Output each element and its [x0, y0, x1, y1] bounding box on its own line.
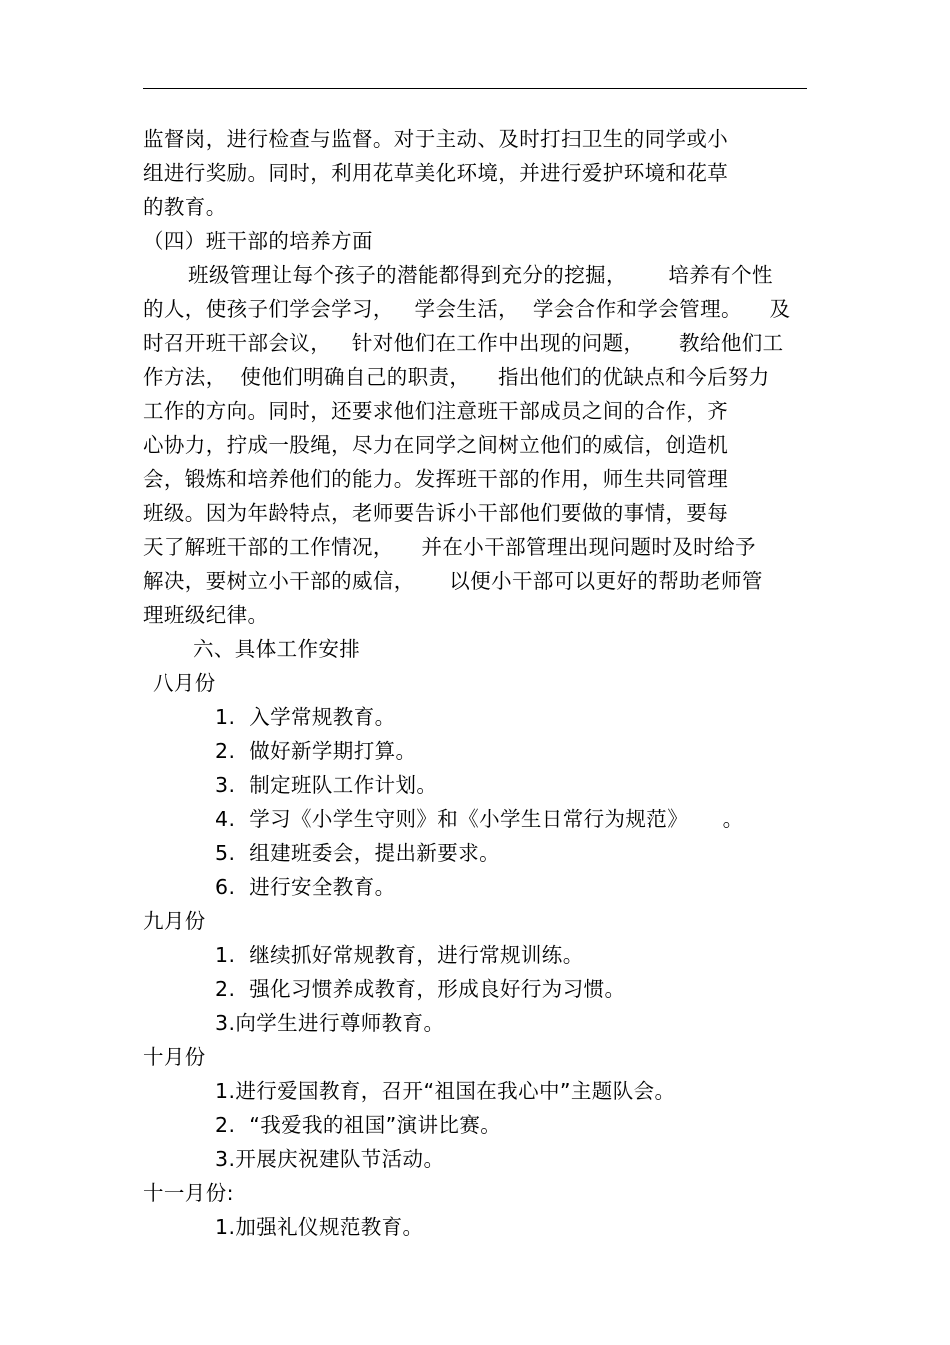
list-item: 2. 做好新学期打算。 — [215, 739, 417, 763]
list-item: 1.加强礼仪规范教育。 — [215, 1215, 424, 1239]
list-item: 1. 入学常规教育。 — [215, 705, 396, 729]
list-item: 5. 组建班委会，提出新要求。 — [215, 841, 500, 865]
list-item: 4. 学习《小学生守则》和《小学生日常行为规范》 。 — [215, 807, 744, 831]
list-item: 1.进行爱国教育，召开“祖国在我心中”主题队会。 — [215, 1079, 676, 1103]
list-item: 6. 进行安全教育。 — [215, 875, 396, 899]
list-item: 3.开展庆祝建队节活动。 — [215, 1147, 445, 1171]
paragraph-line: 作方法， 使他们明确自己的职责， 指出他们的优缺点和今后努力 — [143, 365, 770, 389]
month-heading: 十一月份: — [143, 1181, 234, 1205]
list-item: 3. 制定班队工作计划。 — [215, 773, 438, 797]
month-heading: 九月份 — [143, 909, 206, 933]
list-item: 2. 强化习惯养成教育，形成良好行为习惯。 — [215, 977, 626, 1001]
list-item: 2. “我爱我的祖国”演讲比赛。 — [215, 1113, 502, 1137]
paragraph-line: 心协力，拧成一股绳，尽力在同学之间树立他们的威信，创造机 — [143, 433, 729, 457]
paragraph-line: 天了解班干部的工作情况， 并在小干部管理出现问题时及时给予 — [143, 535, 756, 559]
header-rule — [143, 88, 807, 89]
paragraph-line: 组进行奖励。同时，利用花草美化环境，并进行爱护环境和花草 — [143, 161, 729, 185]
month-heading: 八月份 — [153, 671, 216, 695]
paragraph-line: 时召开班干部会议， 针对他们在工作中出现的问题， 教给他们工 — [143, 331, 784, 355]
paragraph-line: 理班级纪律。 — [143, 603, 269, 627]
paragraph-line: 工作的方向。同时，还要求他们注意班干部成员之间的合作，齐 — [143, 399, 729, 423]
paragraph-line: 监督岗，进行检查与监督。对于主动、及时打扫卫生的同学或小 — [143, 127, 729, 151]
paragraph-line: 会，锻炼和培养他们的能力。发挥班干部的作用，师生共同管理 — [143, 467, 729, 491]
paragraph-line: 解决，要树立小干部的威信， 以便小干部可以更好的帮助老师管 — [143, 569, 763, 593]
paragraph-line: 班级管理让每个孩子的潜能都得到充分的挖掘， 培养有个性 — [188, 263, 773, 287]
section-heading: （四）班干部的培养方面 — [143, 229, 373, 253]
month-heading: 十月份 — [143, 1045, 206, 1069]
list-item: 3.向学生进行尊师教育。 — [215, 1011, 445, 1035]
paragraph-line: 的人，使孩子们学会学习， 学会生活， 学会合作和学会管理。 及 — [143, 297, 791, 321]
paragraph-line: 班级。因为年龄特点，老师要告诉小干部他们要做的事情，要每 — [143, 501, 729, 525]
list-item: 1. 继续抓好常规教育，进行常规训练。 — [215, 943, 584, 967]
section-heading: 六、具体工作安排 — [193, 637, 361, 661]
paragraph-line: 的教育。 — [143, 195, 227, 219]
